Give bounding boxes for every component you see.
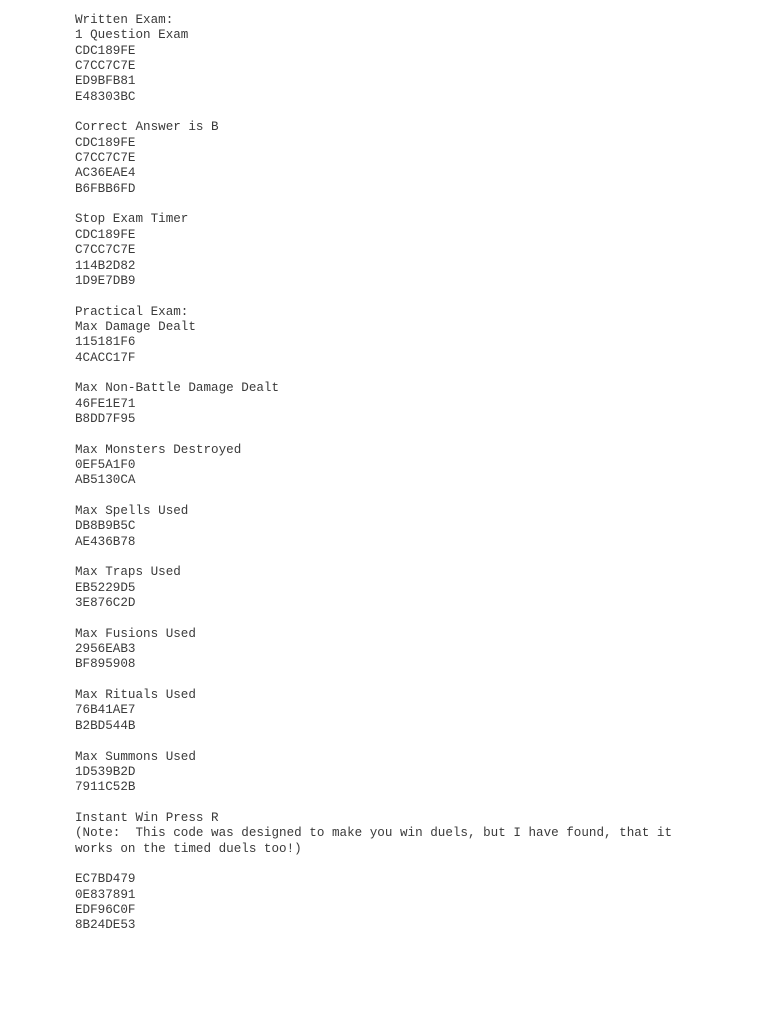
code-section (75, 13, 755, 105)
text-line: 0EF5A1F0 (75, 457, 136, 472)
text-line: 7911C52B (75, 780, 136, 795)
blank-line (75, 427, 755, 442)
code-section (75, 872, 755, 933)
text-line: 76B41AE7 (75, 703, 136, 718)
document-body (75, 13, 755, 934)
text-line: Correct Answer is B (75, 120, 219, 135)
text-line: CDC189FE (75, 43, 136, 58)
text-line: Practical Exam: (75, 304, 189, 319)
text-line: 1D9E7DB9 (75, 273, 136, 288)
text-line: ED9BFB81 (75, 74, 136, 89)
text-line: 2956EAB3 (75, 642, 136, 657)
code-section (75, 811, 755, 857)
blank-line (75, 289, 755, 304)
text-line: Max Rituals Used (75, 688, 196, 703)
text-line: AB5130CA (75, 473, 136, 488)
text-line: (Note: This code was designed to make you win duels, but I have found, that it (75, 826, 673, 841)
text-line: C7CC7C7E (75, 243, 136, 258)
text-line: 115181F6 (75, 335, 136, 350)
text-line: 0E837891 (75, 887, 136, 902)
text-line: C7CC7C7E (75, 151, 136, 166)
text-line: CDC189FE (75, 135, 136, 150)
text-line: 3E876C2D (75, 596, 136, 611)
text-line: Max Fusions Used (75, 626, 196, 641)
blank-line (75, 105, 755, 120)
text-line: AC36EAE4 (75, 166, 136, 181)
text-line: 1D539B2D (75, 764, 136, 779)
text-line: 4CACC17F (75, 350, 136, 365)
text-line: 114B2D82 (75, 258, 136, 273)
text-line: Instant Win Press R (75, 810, 219, 825)
text-line: EB5229D5 (75, 580, 136, 595)
text-line: 46FE1E71 (75, 396, 136, 411)
text-line: B2BD544B (75, 718, 136, 733)
blank-line (75, 796, 755, 811)
blank-line (75, 489, 755, 504)
code-section (75, 120, 755, 197)
text-line: works on the timed duels too!) (75, 841, 302, 856)
text-line: EC7BD479 (75, 872, 136, 887)
text-line: Written Exam: (75, 13, 174, 27)
text-line: BF895908 (75, 657, 136, 672)
text-line: Stop Exam Timer (75, 212, 189, 227)
blank-line (75, 673, 755, 688)
code-section (75, 504, 755, 550)
blank-line (75, 550, 755, 565)
code-section (75, 750, 755, 796)
text-line: B6FBB6FD (75, 181, 136, 196)
text-line: CDC189FE (75, 227, 136, 242)
blank-line (75, 734, 755, 749)
text-line: Max Summons Used (75, 749, 196, 764)
code-section (75, 565, 755, 611)
text-line: Max Non-Battle Damage Dealt (75, 381, 280, 396)
text-line: E48303BC (75, 89, 136, 104)
code-section (75, 443, 755, 489)
code-section (75, 627, 755, 673)
blank-line (75, 197, 755, 212)
blank-line (75, 611, 755, 626)
text-line: B8DD7F95 (75, 411, 136, 426)
text-line: Max Traps Used (75, 565, 181, 580)
text-line: Max Monsters Destroyed (75, 442, 242, 457)
blank-line (75, 366, 755, 381)
text-line: C7CC7C7E (75, 59, 136, 74)
text-line: 8B24DE53 (75, 918, 136, 933)
code-section (75, 212, 755, 289)
text-line: 1 Question Exam (75, 28, 189, 43)
blank-line (75, 857, 755, 872)
text-line: Max Damage Dealt (75, 319, 196, 334)
text-line: EDF96C0F (75, 902, 136, 917)
text-line: Max Spells Used (75, 504, 189, 518)
text-line: DB8B9B5C (75, 519, 136, 534)
code-section (75, 381, 755, 427)
code-section (75, 305, 755, 366)
text-line: AE436B78 (75, 534, 136, 549)
code-section (75, 688, 755, 734)
